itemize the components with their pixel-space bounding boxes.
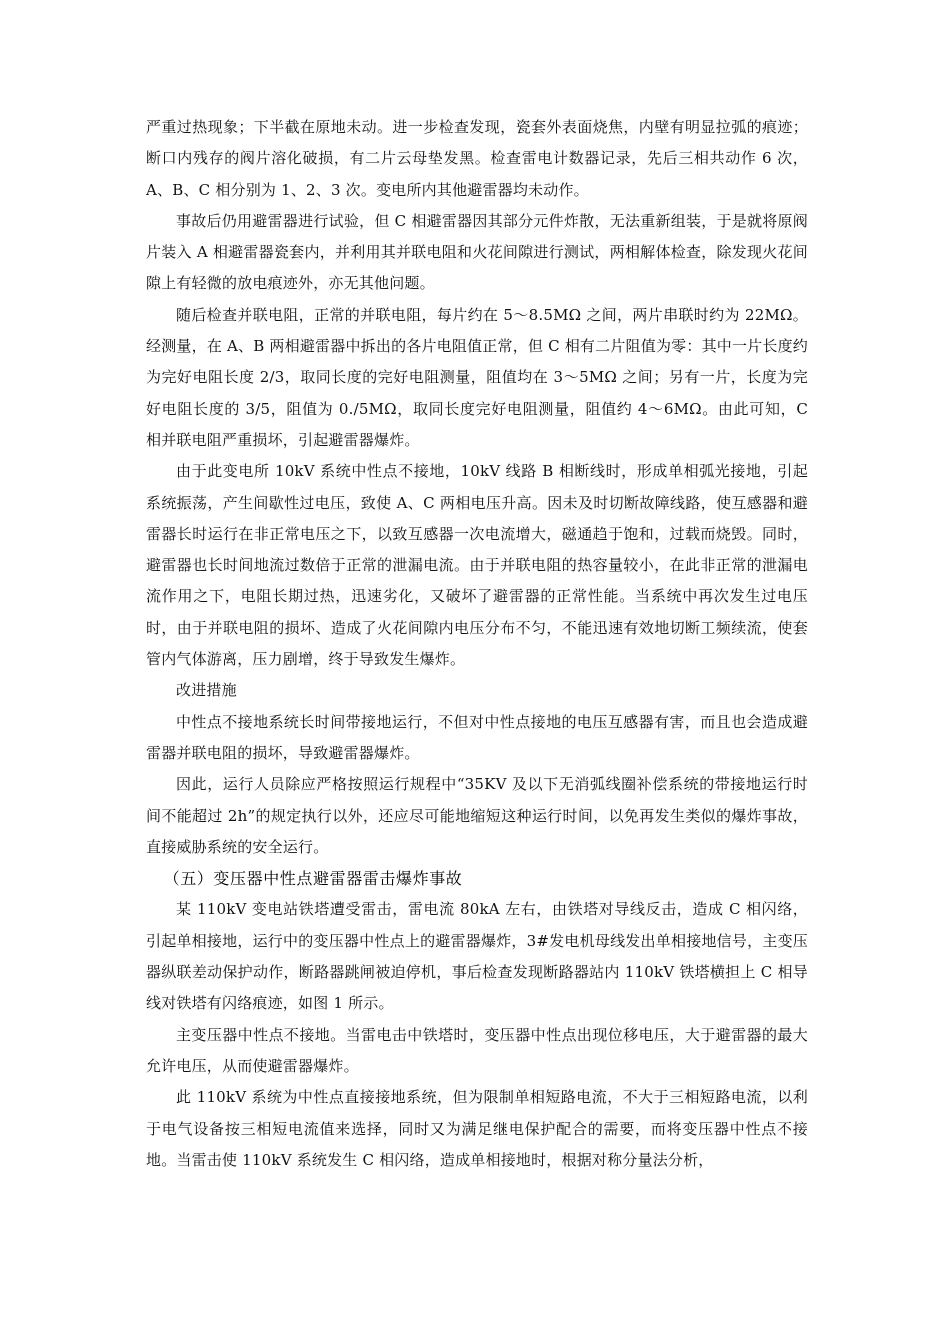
paragraph-lightning-strike: 某 110kV 变电站铁塔遭受雷击，雷电流 80kA 左右，由铁塔对导线反击，造成 C 相闪络，引起单相接地，运行中的变压器中性点上的避雷器爆炸，3#发电机母线发出单相接地信号，主变压器纵联差动保护动作，断路器跳闸被迫停机，事后检查发现断路器站内 110kV 铁塔横担上 C 相导线对铁塔有闪络痕迹，如图 1 所示。: [146, 900, 808, 1013]
document-body: [146, 112, 808, 1176]
section-heading-five: （五）变压器中性点避雷器雷击爆炸事故: [163, 869, 463, 889]
paragraph-system-analysis: 此 110kV 系统为中性点直接接地系统，但为限制单相短路电流，不大于三相短路电流，以利于电气设备按三相短电流值来选择，同时又为满足继电保护配合的需要，而将变压器中性点不接地。当雷击使 110kV 系统发生 C 相闪络，造成单相接地时，根据对称分量法分析，: [146, 1088, 808, 1169]
paragraph-resistor-inspection: 随后检查并联电阻，正常的并联电阻，每片约在 5～8.5MΩ 之间，两片串联时约为 22MΩ。经测量，在 A、B 两相避雷器中拆出的各片电阻值正常，但 C 相有二片阻值为零：其中一片长度约为完好电阻长度 2/3，取同长度的完好电阻测量，阻值均在 3～5MΩ 之间；另有一片，长度为完好电阻长度的 3/5，阻值为 0./5MΩ，取同长度完好电阻测量，阻值约 4～6MΩ。由此可知，C 相并联电阻严重损坏，引起避雷器爆炸。: [146, 305, 808, 449]
paragraph-neutral-ungrounded: 主变压器中性点不接地。当雷电击中铁塔时，变压器中性点出现位移电压，大于避雷器的最大允许电压，从而使避雷器爆炸。: [146, 1025, 808, 1075]
paragraph-operating-rules: 因此，运行人员除应严格按照运行规程中“35KV 及以下无消弧线圈补偿系统的带接地运行时间不能超过 2h”的规定执行以外，还应尽可能地缩短这种运行时间，以免再发生类似的爆炸事故，直接威胁系统的安全运行。: [146, 775, 808, 856]
subheading-improvement: 改进措施: [176, 681, 237, 700]
paragraph-post-accident-test: 事故后仍用避雷器进行试验，但 C 相避雷器因其部分元件炸散，无法重新组装，于是就将原阀片装入 A 相避雷器瓷套内，并利用其并联电阻和火花间隙进行测试，两相解体检查，除发现火花间隙上有轻微的放电痕迹外，亦无其他问题。: [146, 211, 808, 293]
paragraph-cause-analysis: 由于此变电所 10kV 系统中性点不接地，10kV 线路 B 相断线时，形成单相弧光接地，引起系统振荡，产生间歇性过电压，致使 A、C 两相电压升高。因未及时切断故障线路，使互感器和避雷器长时运行在非正常电压之下，以致互感器一次电流增大，磁通趋于饱和，过载而烧毁。同时，避雷器也长时间地流过数倍于正常的泄漏电流。由于并联电阻的热容量较小，在此非正常的泄漏电流作用之下，电阻长期过热，迅速劣化，又破坏了避雷器的正常性能。当系统中再次发生过电压时，由于并联电阻的损坏、造成了火花间隙内电压分布不匀，不能迅速有效地切断工频续流，使套管内气体游离，压力剧增，终于导致发生爆炸。: [146, 462, 808, 669]
paragraph-arrester-damage: 严重过热现象；下半截在原地未动。进一步检查发现，瓷套外表面烧焦，内壁有明显拉弧的痕迹；断口内残存的阀片溶化破损，有二片云母垫发黑。检查雷电计数器记录，先后三相共动作 6 次，A、B、C 相分别为 1、2、3 次。变电所内其他避雷器均未动作。: [146, 118, 808, 199]
paragraph-ungrounded-system: 中性点不接地系统长时间带接地运行，不但对中性点接地的电压互感器有害，而且也会造成避雷器并联电阻的损坏，导致避雷器爆炸。: [146, 712, 808, 762]
